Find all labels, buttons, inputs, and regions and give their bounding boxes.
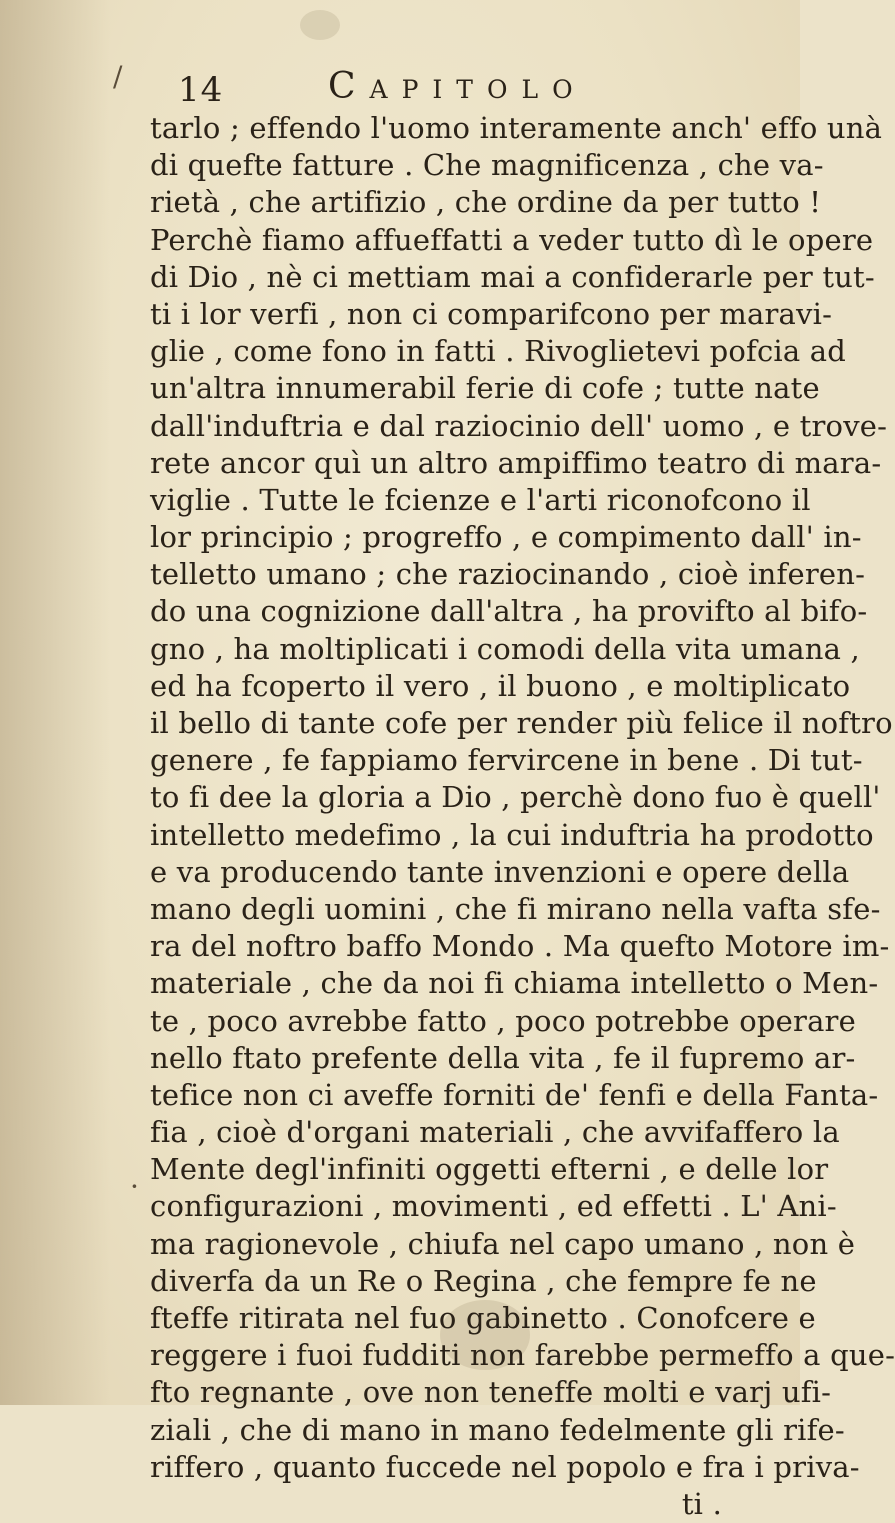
text-line: riffero , quanto fuccede nel popolo e fra i priva-: [150, 1449, 860, 1484]
text-line: dall'induftria e dal raziocinio dell' uomo , e trove-: [150, 408, 888, 443]
text-line: ti i lor verfi , non ci comparifcono per maravi-: [150, 296, 833, 331]
text-line: ra del noftro baffo Mondo . Ma quefto Motore im-: [150, 929, 890, 964]
text-line: viglie . Tutte le fcienze e l'arti riconofcono il: [150, 482, 811, 517]
margin-slash-mark: /: [113, 60, 123, 93]
text-line: di Dio , nè ci mettiam mai a confiderarle per tut-: [150, 259, 875, 294]
page-gutter-shadow: [0, 0, 110, 1405]
text-line-final: ti .: [681, 1486, 722, 1521]
text-line: ziali , che di mano in mano fedelmente gli rife-: [150, 1412, 845, 1447]
margin-dot-mark: ·: [130, 1170, 139, 1203]
text-line: configurazioni , movimenti , ed effetti . L' Ani-: [150, 1189, 837, 1224]
text-line: fteffe ritirata nel fuo gabinetto . Conofcere e: [150, 1301, 816, 1335]
text-line: reggere i fuoi fudditi non farebbe permeffo a que-: [150, 1338, 895, 1373]
text-line: do una cognizione dall'altra , ha provifto al bifo-: [150, 594, 868, 629]
text-line: il bello di tante cofe per render più felice il noftro: [150, 706, 893, 740]
text-line: rete ancor quì un altro ampiffimo teatro di mara-: [150, 445, 882, 480]
text-line: diverfa da un Re o Regina , che fempre fe ne: [150, 1263, 817, 1298]
text-line: to fi dee la gloria a Dio , perchè dono fuo è quell': [150, 780, 881, 815]
text-line: fia , cioè d'organi materiali , che avvifaffero la: [150, 1115, 840, 1150]
text-line: lor principio ; progreffo , e compimento dall' in-: [150, 520, 862, 555]
text-line: Perchè fiamo affueffatti a veder tutto dì le opere: [150, 222, 874, 257]
text-line: genere , fe fappiamo fervircene in bene . Di tut-: [150, 743, 863, 778]
body-text: [150, 110, 895, 1523]
text-line: nello ftato prefente della vita , fe il fupremo ar-: [150, 1040, 856, 1075]
paper-stain: [300, 10, 340, 40]
text-line: ma ragionevole , chiufa nel capo umano , non è: [150, 1226, 856, 1261]
text-line: Mente degl'infiniti oggetti efterni , e delle lor: [150, 1152, 829, 1187]
text-line: ed ha fcoperto il vero , il buono , e moltiplicato: [150, 668, 851, 703]
text-line: fto regnante , ove non teneffe molti e varj ufi-: [150, 1375, 832, 1410]
text-line: materiale , che da noi fi chiama intelletto o Men-: [150, 966, 879, 1001]
text-line: te , poco avrebbe fatto , poco potrebbe operare: [150, 1003, 856, 1038]
text-line: intelletto medefimo , la cui induftria ha prodotto: [150, 817, 874, 852]
text-line: telletto umano ; che raziocinando , cioè inferen-: [150, 557, 866, 592]
text-line: un'altra innumerabil ferie di cofe ; tutte nate: [150, 371, 820, 406]
text-line: rietà , che artifizio , che ordine da per tutto !: [150, 185, 822, 220]
text-line: tarlo ; effendo l'uomo interamente anch' effo unà: [150, 111, 883, 145]
page-number: 14: [178, 70, 224, 110]
text-line: mano degli uomini , che fi mirano nella vafta sfe-: [150, 891, 881, 926]
text-line: e va producendo tante invenzioni e opere della: [150, 854, 850, 889]
running-head: Capitolo: [328, 66, 587, 107]
text-line: glie , come fono in fatti . Rivoglietevi pofcia ad: [150, 334, 847, 369]
text-line: gno , ha moltiplicati i comodi della vita umana ,: [150, 631, 860, 666]
text-line: di quefte fatture . Che magnificenza , che va-: [150, 148, 824, 183]
text-line: tefice non ci aveffe forniti de' fenfi e della Fanta-: [150, 1077, 879, 1112]
